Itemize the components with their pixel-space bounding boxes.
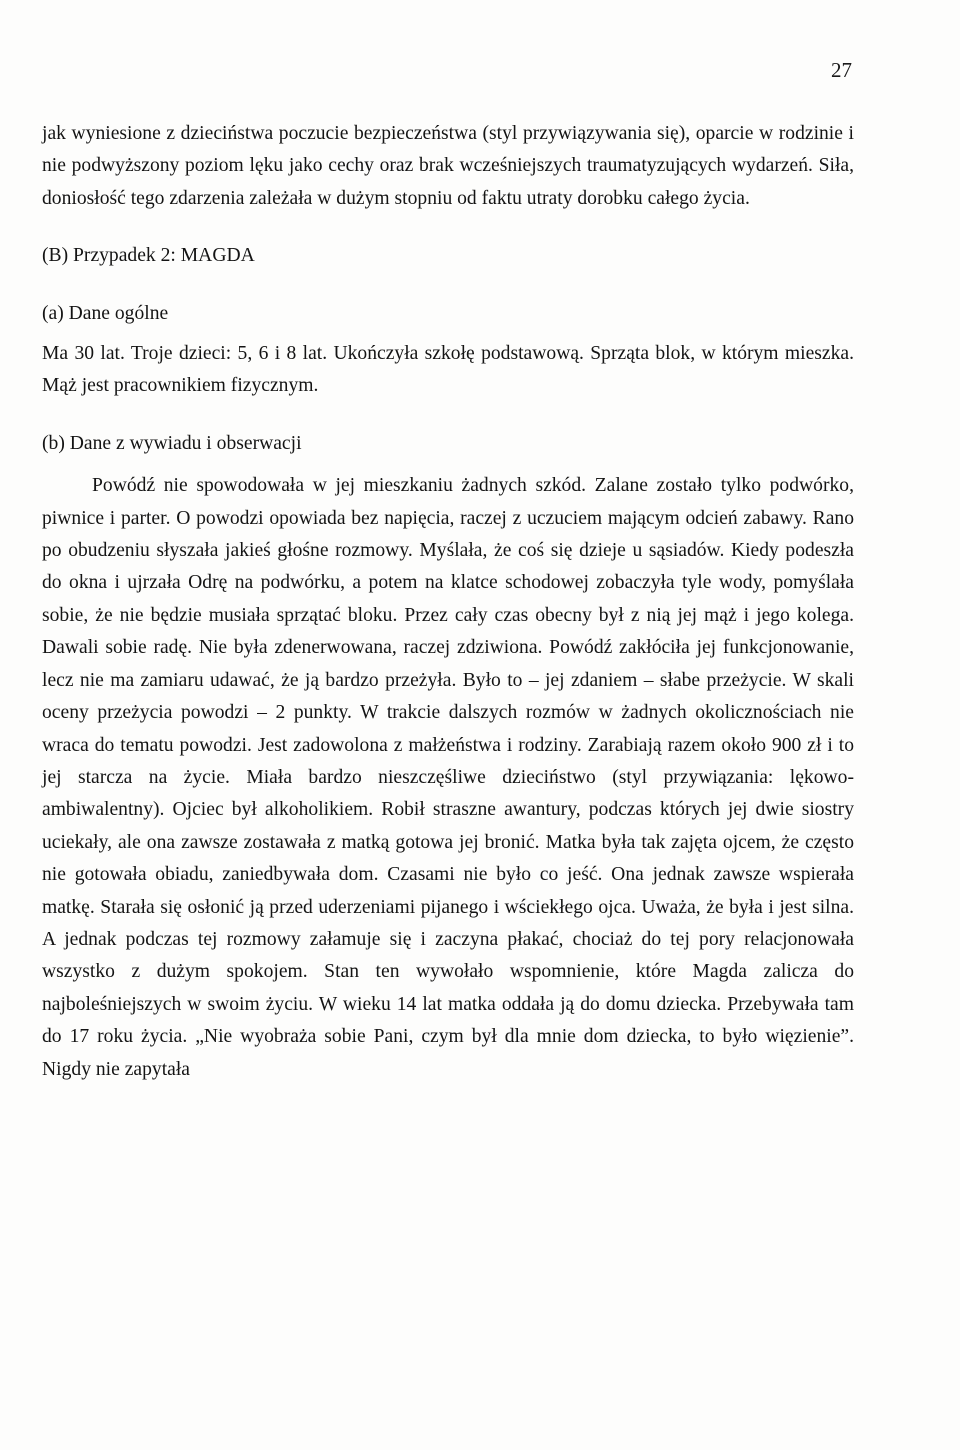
body-text — [42, 118, 854, 1086]
case-heading: (B) Przypadek 2: MAGDA — [42, 245, 255, 267]
page-number: 27 — [831, 58, 852, 82]
general-data-heading: (a) Dane ogólne — [42, 302, 169, 324]
interview-heading: (b) Dane z wywiadu i obserwacji — [42, 432, 302, 454]
intro-paragraph: jak wyniesione z dzieciństwa poczucie bezpieczeństwa (styl przywiązywania się), oparcie w rodzinie i nie podwyższony poziom lęku jako cechy oraz brak wcześniejszych traumatyzujących wydarzeń. Siła, doniosłość tego zdarzenia zależała w dużym stopniu od faktu utraty dorobku całego życia. — [42, 123, 854, 209]
interview-paragraph: Powódź nie spowodowała w jej mieszkaniu żadnych szkód. Zalane zostało tylko podwórko, piwnice i parter. O powodzi opowiada bez napięcia, raczej z uczuciem mającym odcień zabawy. Rano po obudzeniu słyszała jakieś głośne rozmowy. Myślała, że coś się dzieje u sąsiadów. Kiedy podeszła do okna i ujrzała Odrę na podwórku, a potem na klatce schodowej zobaczyła tyle wody, pomyślała sobie, że nie będzie musiała sprzątać bloku. Przez cały czas obecny był z nią jej mąż i jego kolega. Dawali sobie radę. Nie była zdenerwowana, raczej zdziwiona. Powódź zakłóciła jej funkcjonowanie, lecz nie ma zamiaru udawać, że ją bardzo przeżyła. Było to – jej zdaniem – słabe przeżycie. W skali oceny przeżycia powodzi – 2 punkty. W trakcie dalszych rozmów w żadnych okolicznościach nie wraca do tematu powodzi. Jest zadowolona z małżeństwa i rodziny. Zarabiają razem około 900 zł i to jej starcza na życie. Miała bardzo nieszczęśliwe dzieciństwo (styl przywiązania: lękowo-ambiwalentny). Ojciec był alkoholikiem. Robił straszne awantury, podczas których jej dwie siostry uciekały, ale ona zawsze zostawała z matką gotowa jej bronić. Matka była tak zajęta ojcem, że często nie gotowała obiadu, zaniedbywała dom. Czasami nie było co jeść. Ona jednak zawsze wspierała matkę. Starała się osłonić ją przed uderzeniami pijanego i wściekłego ojca. Uważa, że była i jest silna. A jednak podczas tej rozmowy załamuje się i zaczyna płakać, chociaż do tej pory relacjonowała wszystko z dużym spokojem. Stan ten wywołało wspomnienie, które Magda zalicza do najboleśniejszych w swoim życiu. W wieku 14 lat matka oddała ją do domu dziecka. Przebywała tam do 17 roku życia. „Nie wyobraża sobie Pani, czym był dla mnie dom dziecka, to było więzienie”. Nigdy nie zapytała — [42, 475, 854, 1080]
general-data-paragraph: Ma 30 lat. Troje dzieci: 5, 6 i 8 lat. Ukończyła szkołę podstawową. Sprząta blok, w którym mieszka. Mąż jest pracownikiem fizycznym. — [42, 343, 854, 397]
